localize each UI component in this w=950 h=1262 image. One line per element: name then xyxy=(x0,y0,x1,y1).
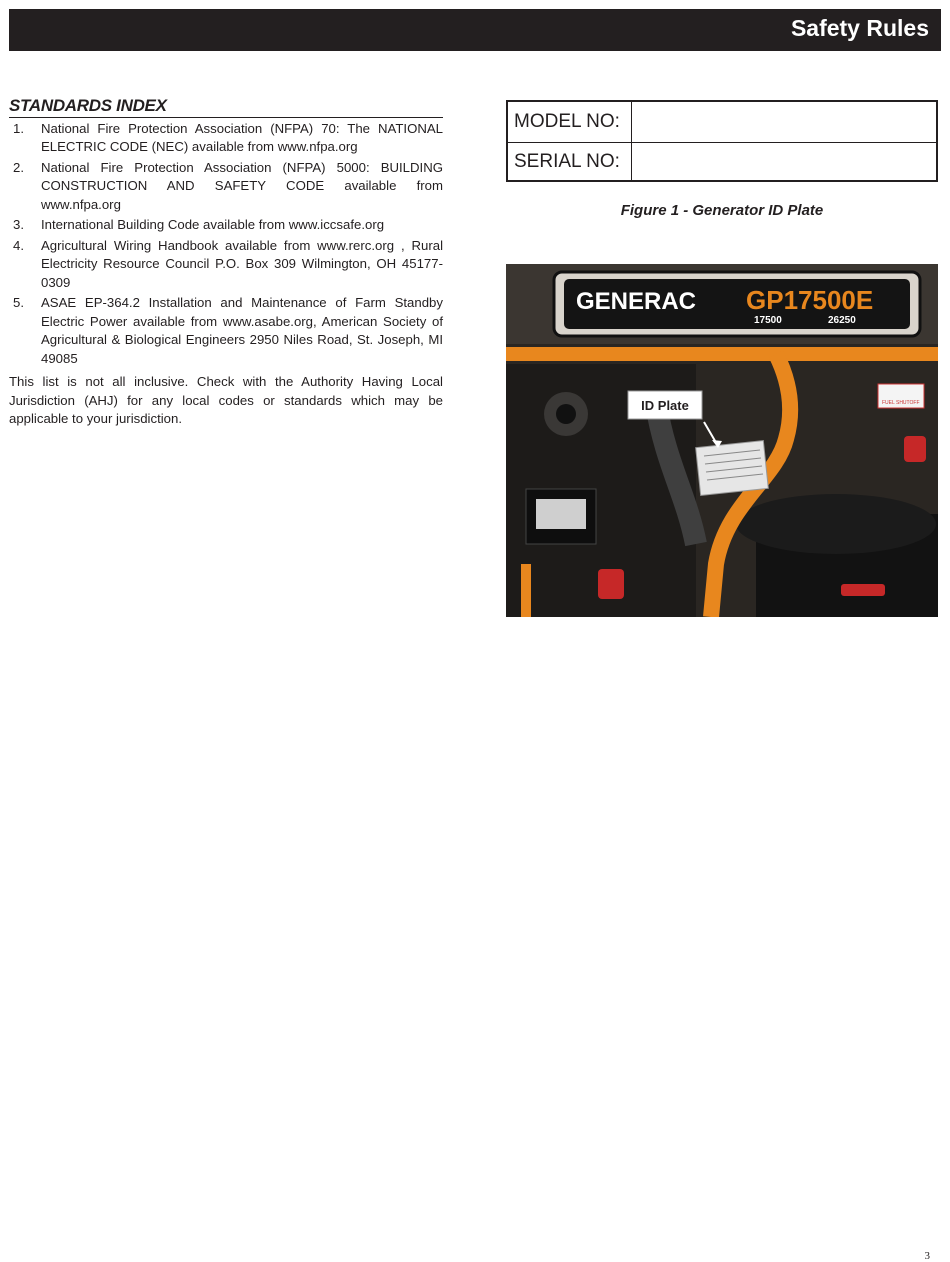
standards-item xyxy=(9,237,443,293)
standards-list xyxy=(9,120,443,369)
starting-watts-text: 26250 xyxy=(828,315,856,326)
standards-item xyxy=(9,159,443,215)
brand-text: GENERAC xyxy=(576,288,697,315)
item-text: National Fire Protection Association (NFPA) 5000: BUILDING CONSTRUCTION AND SAFETY CODE available from www.nfpa.org xyxy=(41,159,443,212)
standards-item xyxy=(9,216,443,235)
generator-illustration xyxy=(506,264,938,617)
item-text: Agricultural Wiring Handbook available from www.rerc.org , Rural Electricity Resource Council P.O. Box 309 Wilmington, OH 45177-0309 xyxy=(41,237,443,290)
item-text: ASAE EP-364.2 Installation and Maintenance of Farm Standby Electric Power available from www.asabe.org, American Society of Agricultural & Biological Engineers 2950 Niles Road, St. Joseph, MI 49085 xyxy=(41,295,443,366)
item-number: 4. xyxy=(13,237,24,253)
page-title: Safety Rules xyxy=(790,15,929,41)
header-bar xyxy=(9,9,941,51)
model-label: MODEL NO: xyxy=(508,102,632,142)
standards-heading-text: STANDARDS INDEX xyxy=(9,96,167,115)
figure-caption: Figure 1 - Generator ID Plate xyxy=(620,202,824,219)
serial-field[interactable] xyxy=(633,142,936,182)
item-text: National Fire Protection Association (NFPA) 70: The NATIONAL ELECTRIC CODE (NEC) available from www.nfpa.org xyxy=(41,120,443,154)
model-field[interactable] xyxy=(633,102,936,142)
model-row xyxy=(508,102,936,143)
standards-heading xyxy=(9,97,443,118)
page-number: 3 xyxy=(924,1250,930,1262)
item-number: 3. xyxy=(13,217,24,232)
id-plate-callout: ID Plate xyxy=(641,398,689,413)
standards-item xyxy=(9,294,443,368)
id-plate-table xyxy=(506,100,938,182)
fuel-shutoff-text: FUEL SHUTOFF xyxy=(882,400,920,406)
item-text: International Building Code available from www.iccsafe.org xyxy=(41,217,385,232)
item-number: 2. xyxy=(13,159,24,175)
item-number: 1. xyxy=(13,120,24,136)
standards-item xyxy=(9,120,443,157)
item-number: 5. xyxy=(13,295,24,310)
model-text: GP17500E xyxy=(746,285,874,315)
serial-row xyxy=(508,142,936,182)
generator-photo xyxy=(506,264,938,617)
standards-section xyxy=(9,97,443,429)
standards-note: This list is not all inclusive. Check with the Authority Having Local Jurisdiction (AHJ) for any local codes or standards which may be applicable to your jurisdiction. xyxy=(9,374,443,426)
running-watts-text: 17500 xyxy=(754,315,782,326)
serial-label: SERIAL NO: xyxy=(508,142,632,182)
